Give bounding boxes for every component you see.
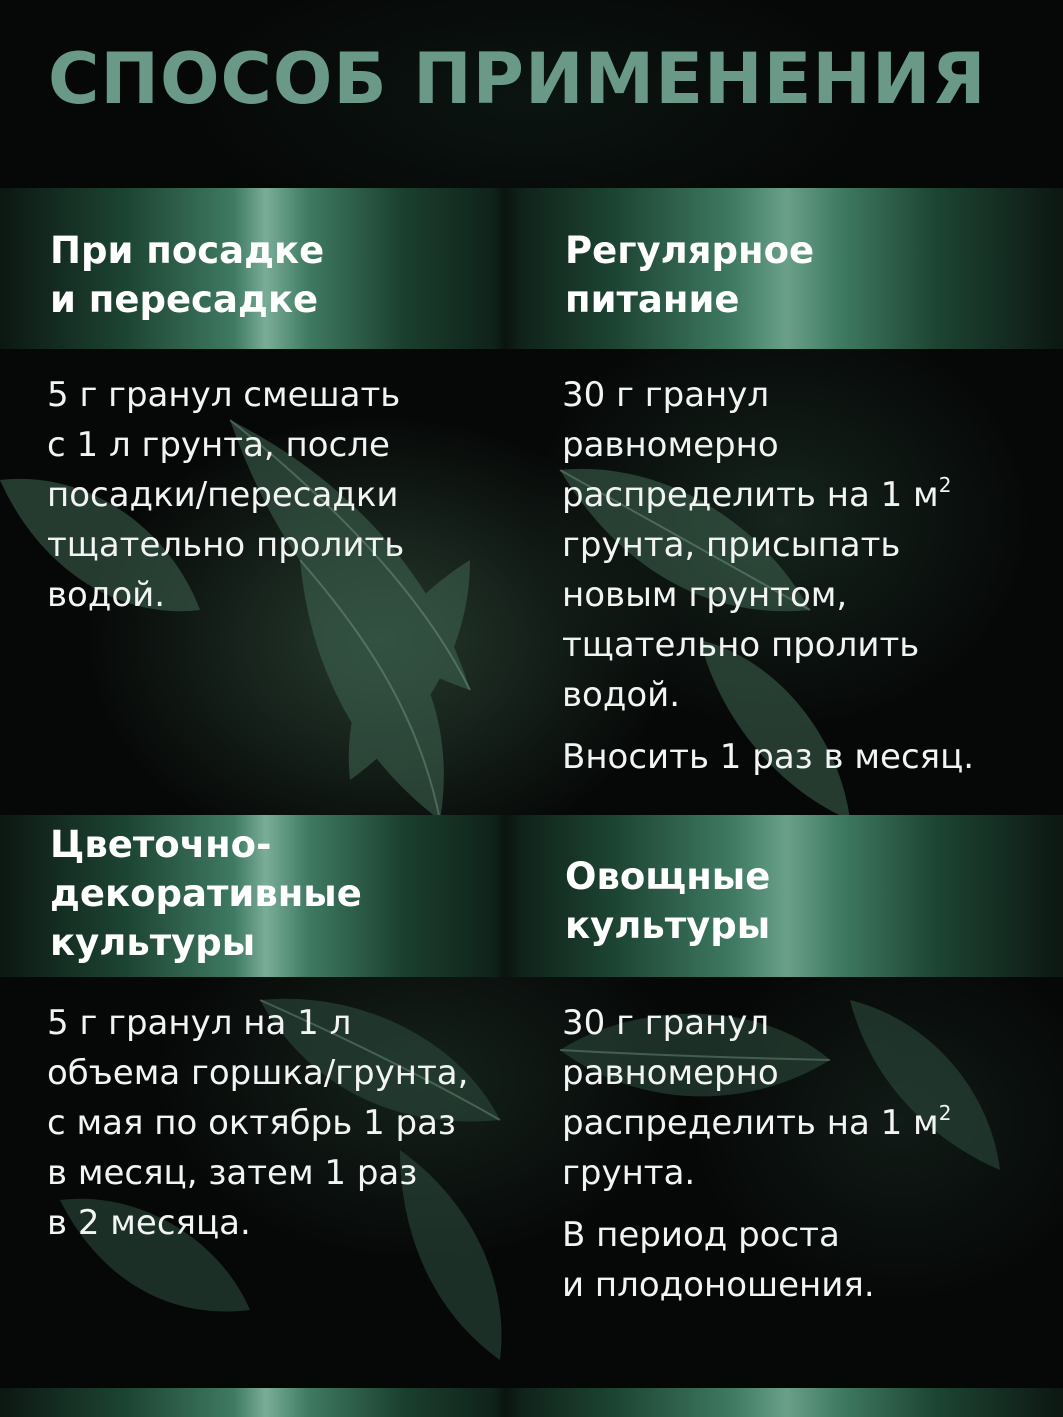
section-heading-vegetables — [565, 852, 770, 950]
heading-line: При посадке — [50, 229, 325, 272]
body-line: равномерно — [562, 1053, 779, 1093]
frequency-note: Вносить 1 раз в месяц. — [562, 737, 975, 777]
page-title: СПОСОБ ПРИМЕНЕНИЯ — [48, 38, 987, 120]
heading-line: Регулярное — [565, 229, 815, 272]
body-line: новым грунтом, — [562, 575, 848, 615]
unit-superscript: 2 — [938, 1101, 952, 1125]
body-line: водой. — [562, 675, 681, 715]
section-body-vegetables — [562, 998, 951, 1310]
body-line: в 2 месяца. — [47, 1203, 251, 1243]
heading-line: Овощные — [565, 855, 771, 898]
body-line: с мая по октябрь 1 раз — [47, 1103, 457, 1143]
section-heading-ornamental — [50, 820, 362, 967]
body-line-with-unit: распределить на 1 $м^2$ — [562, 1101, 952, 1143]
heading-line: и пересадке — [50, 278, 319, 321]
section-heading-planting — [50, 226, 324, 324]
body-line: грунта, присыпать — [562, 525, 901, 565]
section-body-planting — [47, 370, 404, 620]
section-heading-regular-feeding — [565, 226, 814, 324]
body-line: объема горшка/грунта, — [47, 1053, 469, 1093]
section-body-ornamental — [47, 998, 468, 1248]
body-line: грунта. — [562, 1153, 696, 1193]
heading-line: питание — [565, 278, 740, 321]
heading-line: Цветочно- — [50, 823, 272, 866]
body-line: водой. — [47, 575, 166, 615]
body-line: в месяц, затем 1 раз — [47, 1153, 418, 1193]
body-line: 5 г гранул на 1 л — [47, 1003, 352, 1043]
body-line: тщательно пролить — [47, 525, 405, 565]
period-note-line: В период роста — [562, 1215, 840, 1255]
heading-line: декоративные — [50, 872, 362, 915]
heading-line: культуры — [50, 921, 256, 964]
body-line: равномерно — [562, 425, 779, 465]
body-line: с 1 л грунта, после — [47, 425, 390, 465]
unit-superscript: 2 — [938, 473, 952, 497]
body-line-with-unit: распределить на 1 $м^2$ — [562, 473, 952, 515]
body-line: 30 г гранул — [562, 375, 770, 415]
section-body-regular-feeding — [562, 370, 974, 782]
heading-line: культуры — [565, 904, 771, 947]
body-line: 30 г гранул — [562, 1003, 770, 1043]
body-line: тщательно пролить — [562, 625, 920, 665]
body-line: посадки/пересадки — [47, 475, 399, 515]
body-line: 5 г гранул смешать — [47, 375, 401, 415]
period-note-line: и плодоношения. — [562, 1265, 875, 1305]
footer-band — [0, 1388, 1063, 1417]
